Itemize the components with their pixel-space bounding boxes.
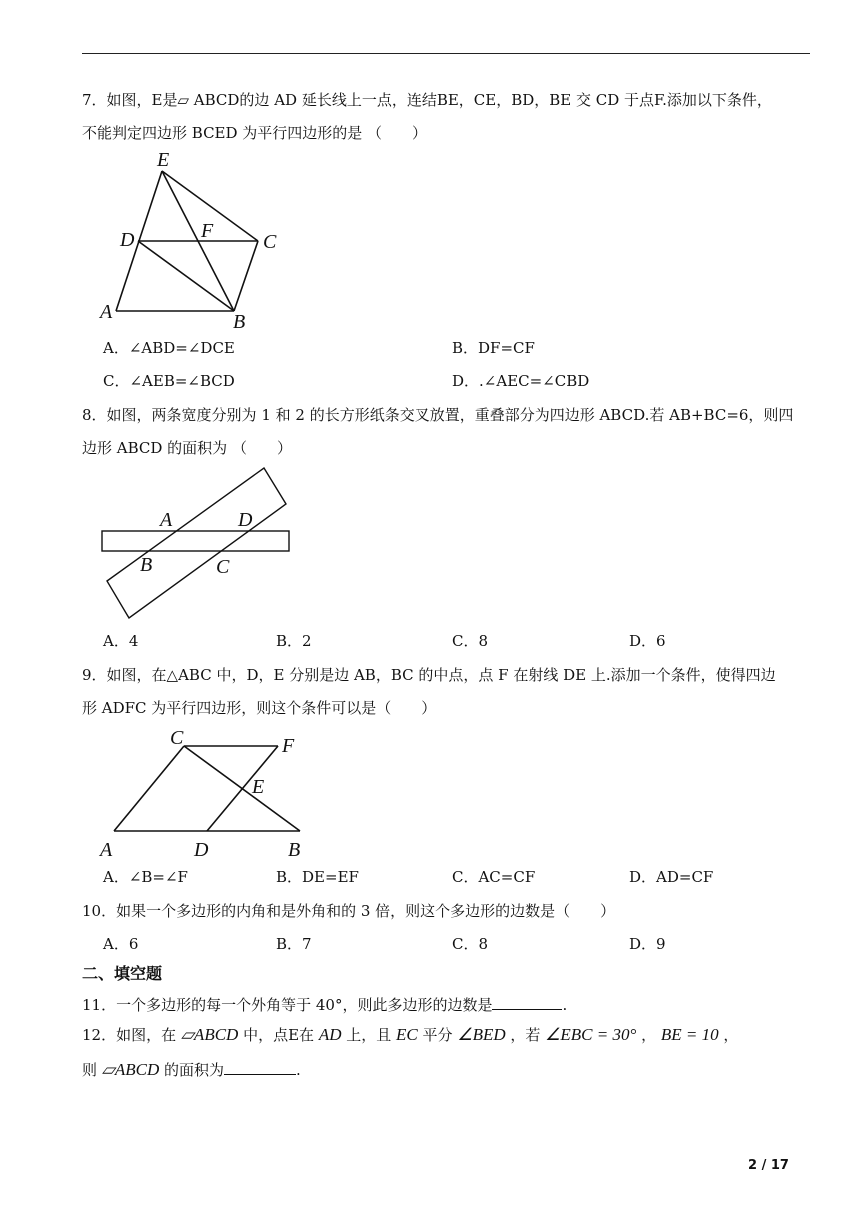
q12-text-2: 中，点E在	[238, 1026, 319, 1044]
q9-label-e: E	[252, 776, 265, 798]
q12-text-6: ，	[636, 1026, 661, 1044]
q12-answer-blank[interactable]	[224, 1058, 296, 1075]
q11-end: .	[562, 996, 568, 1014]
q7-figure	[100, 144, 300, 336]
q8-text-line1: 8．如图，两条宽度分别为 1 和 2 的长方形纸条交叉放置，重叠部分为四边形 ABCD.若 AB+BC=6，则四	[82, 406, 794, 424]
q12-line2	[82, 1058, 810, 1081]
q8-option-c[interactable]: C．8	[452, 632, 489, 650]
q7-option-a[interactable]: A．∠ABD=∠DCE	[103, 339, 235, 357]
q12-line1	[82, 1024, 810, 1046]
q8-option-d[interactable]: D．6	[629, 632, 666, 650]
q7-label-d: D	[120, 229, 135, 251]
q12-text-1: 12．如图，在	[82, 1026, 181, 1044]
q11-line	[82, 993, 810, 1016]
q7-label-b: B	[233, 311, 246, 333]
q8-label-c: C	[216, 556, 230, 578]
page-number: 2 / 17	[748, 1158, 789, 1173]
q7-label-c: C	[263, 231, 277, 253]
q8-label-b: B	[140, 554, 153, 576]
q10-option-b[interactable]: B．7	[276, 935, 312, 953]
q12-math-angle-ebc: ∠EBC = 30°	[545, 1025, 637, 1044]
q7-option-b[interactable]: B．DF=CF	[452, 339, 535, 357]
q11-answer-blank[interactable]	[492, 993, 562, 1010]
q12-math-be: BE = 10	[660, 1025, 719, 1044]
q12-text-3: 上，且	[341, 1026, 397, 1044]
q9-option-d[interactable]: D．AD=CF	[629, 868, 714, 886]
q7-text-line2: 不能判定四边形 BCED 为平行四边形的是 （ ）	[82, 124, 428, 142]
q9-label-b: B	[288, 839, 301, 861]
q8-text-line2: 边形 ABCD 的面积为 （ ）	[82, 439, 292, 457]
q10-text: 10．如果一个多边形的内角和是外角和的 3 倍，则这个多边形的边数是（ ）	[82, 902, 616, 920]
q12-math-parallelogram-2: ▱ABCD	[101, 1060, 160, 1079]
q9-label-d: D	[194, 839, 209, 861]
q9-text-line1: 9．如图，在△ABC 中，D，E 分别是边 AB，BC 的中点，点 F 在射线 DE 上.添加一个条件，使得四边	[82, 666, 776, 684]
q12-text-9: 的面积为	[159, 1061, 225, 1079]
q7-label-a: A	[100, 301, 113, 323]
q12-text-8: 则	[82, 1061, 102, 1079]
q8-option-a[interactable]: A．4	[103, 632, 139, 650]
q7-option-d[interactable]: D．.∠AEC=∠CBD	[452, 372, 590, 390]
q9-option-a[interactable]: A．∠B=∠F	[103, 868, 188, 886]
q9-label-f: F	[282, 735, 295, 757]
q12-math-ec: EC	[396, 1025, 418, 1044]
q12-end: .	[296, 1061, 301, 1079]
q12-math-angle-bed: ∠BED	[457, 1025, 506, 1044]
q7-label-f: F	[201, 220, 214, 242]
q9-option-c[interactable]: C．AC=CF	[452, 868, 536, 886]
q12-text-5: ，若	[505, 1026, 546, 1044]
q8-figure	[100, 464, 295, 624]
q9-option-b[interactable]: B．DE=EF	[276, 868, 359, 886]
q7-text-line1: 7．如图，E是▱ ABCD的边 AD 延长线上一点，连结BE，CE，BD，BE 交 CD 于点F.添加以下条件，	[82, 91, 772, 109]
q8-option-b[interactable]: B．2	[276, 632, 312, 650]
q9-figure	[100, 724, 310, 864]
section-heading-fill-in: 二、填空题	[82, 964, 163, 983]
q10-option-c[interactable]: C．8	[452, 935, 489, 953]
q10-option-d[interactable]: D．9	[629, 935, 666, 953]
q8-label-d: D	[238, 509, 253, 531]
q7-label-e: E	[157, 149, 170, 171]
q12-math-ad: AD	[318, 1025, 342, 1044]
header-rule	[82, 53, 810, 54]
q9-label-a: A	[100, 839, 113, 861]
q9-text-line2: 形 ADFC 为平行四边形，则这个条件可以是（ ）	[82, 699, 437, 717]
q12-math-parallelogram: ▱ABCD	[180, 1025, 239, 1044]
q12-text-7: ，	[718, 1026, 739, 1044]
q12-text-4: 平分	[417, 1026, 458, 1044]
q10-option-a[interactable]: A．6	[103, 935, 139, 953]
q8-label-a: A	[160, 509, 173, 531]
q7-option-c[interactable]: C．∠AEB=∠BCD	[103, 372, 235, 390]
q11-text: 11．一个多边形的每一个外角等于 40°，则此多边形的边数是	[82, 996, 493, 1014]
q9-label-c: C	[170, 727, 184, 749]
